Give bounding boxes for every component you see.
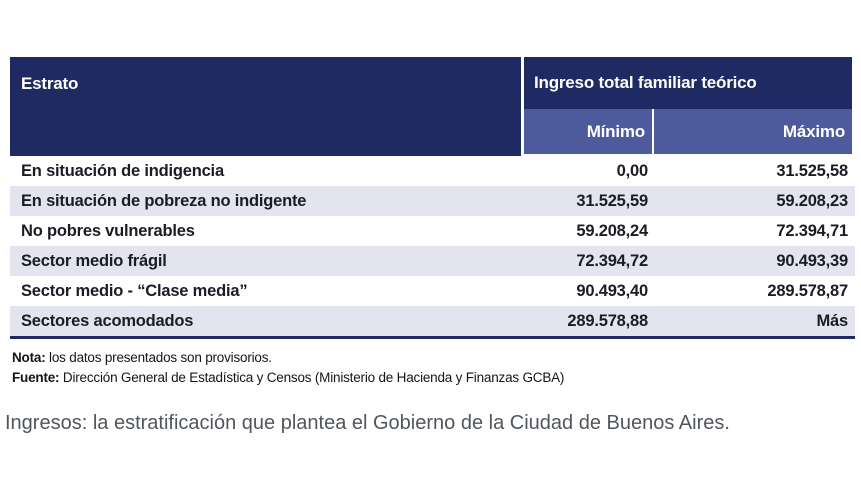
note-line bbox=[12, 348, 564, 368]
table-header bbox=[10, 57, 855, 156]
minimo-cell: 90.493,40 bbox=[576, 281, 648, 300]
maximo-cell: Más bbox=[816, 311, 848, 330]
estrato-cell: No pobres vulnerables bbox=[21, 221, 195, 240]
figure-caption: Ingresos: la estratificación que plantea el Gobierno de la Ciudad de Buenos Aires. bbox=[5, 412, 730, 434]
maximo-cell: 59.208,23 bbox=[776, 191, 848, 210]
table-row bbox=[10, 156, 855, 186]
estrato-cell: Sector medio frágil bbox=[21, 251, 167, 270]
maximo-cell: 289.578,87 bbox=[767, 281, 848, 300]
estrato-cell: Sector medio - “Clase media” bbox=[21, 281, 248, 300]
minimo-cell: 59.208,24 bbox=[576, 221, 648, 240]
note-label: Nota: bbox=[12, 350, 46, 365]
source-line bbox=[12, 368, 564, 388]
income-strata-table bbox=[10, 57, 855, 339]
minimo-cell: 289.578,88 bbox=[567, 311, 648, 330]
column-group-header-ingreso: Ingreso total familiar teórico bbox=[524, 57, 852, 109]
maximo-cell: 90.493,39 bbox=[776, 251, 848, 270]
minimo-cell: 0,00 bbox=[616, 161, 648, 180]
subheader-row bbox=[524, 109, 852, 156]
table-row bbox=[10, 216, 855, 246]
note-text: los datos presentados son provisorios. bbox=[45, 350, 272, 365]
minimo-cell: 72.394,72 bbox=[576, 251, 648, 270]
estrato-cell: En situación de indigencia bbox=[21, 161, 224, 180]
column-header-estrato: Estrato bbox=[10, 57, 524, 156]
column-header-maximo: Máximo bbox=[654, 109, 852, 154]
column-header-minimo: Mínimo bbox=[524, 109, 654, 154]
estrato-cell: En situación de pobreza no indigente bbox=[21, 191, 307, 210]
table-row bbox=[10, 276, 855, 306]
header-right-group bbox=[524, 57, 852, 156]
table-row bbox=[10, 186, 855, 216]
table-body bbox=[10, 156, 855, 339]
estrato-cell: Sectores acomodados bbox=[21, 311, 194, 330]
maximo-cell: 72.394,71 bbox=[776, 221, 848, 240]
source-text: Dirección General de Estadística y Censos (Ministerio de Hacienda y Finanzas GCBA) bbox=[59, 370, 565, 385]
minimo-cell: 31.525,59 bbox=[576, 191, 648, 210]
table-row bbox=[10, 246, 855, 276]
table-footnotes bbox=[12, 348, 564, 388]
table-row bbox=[10, 306, 855, 336]
maximo-cell: 31.525,58 bbox=[776, 161, 848, 180]
source-label: Fuente: bbox=[12, 370, 60, 385]
